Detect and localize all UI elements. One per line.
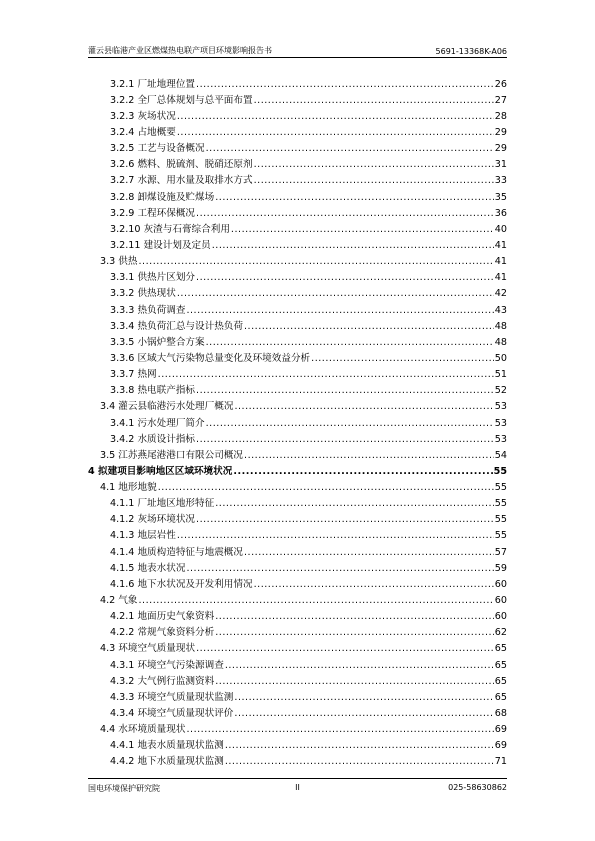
toc-dot-leader bbox=[196, 515, 494, 525]
toc-entry[interactable] bbox=[88, 105, 507, 121]
toc-entry-title: 4.2 气象 bbox=[100, 595, 138, 607]
toc-entry-page: 50 bbox=[494, 352, 507, 364]
toc-entry[interactable] bbox=[88, 622, 507, 638]
toc-entry-page: 62 bbox=[494, 627, 507, 639]
page-header bbox=[88, 42, 507, 56]
toc-dot-leader bbox=[196, 435, 494, 445]
toc-dot-leader bbox=[212, 241, 494, 251]
toc-entry[interactable] bbox=[88, 380, 507, 396]
toc-entry-page: 42 bbox=[494, 288, 507, 300]
toc-entry-title: 3.3.7 热网 bbox=[110, 369, 157, 381]
toc-dot-leader bbox=[186, 564, 493, 574]
toc-entry-page: 55 bbox=[494, 482, 507, 494]
toc-entry[interactable] bbox=[88, 702, 507, 718]
toc-dot-leader bbox=[215, 193, 494, 203]
toc-entry[interactable] bbox=[88, 751, 507, 767]
toc-dot-leader bbox=[177, 128, 494, 138]
toc-dot-leader bbox=[225, 741, 494, 751]
toc-entry-page: 60 bbox=[494, 578, 507, 590]
toc-entry[interactable] bbox=[88, 686, 507, 702]
toc-entry-page: 59 bbox=[494, 562, 507, 574]
toc-entry-title: 3.3.8 热电联产指标 bbox=[110, 385, 196, 397]
toc-entry-title: 3.3.6 区域大气污染物总量变化及环境效益分析 bbox=[110, 352, 311, 364]
toc-entry-title: 3.2.7 水源、用水量及取排水方式 bbox=[110, 175, 253, 187]
toc-entry-page: 65 bbox=[494, 691, 507, 703]
document-code: 5691-13368K-A06 bbox=[435, 47, 507, 56]
toc-entry[interactable] bbox=[88, 234, 507, 250]
toc-dot-leader bbox=[254, 96, 494, 106]
toc-entry[interactable] bbox=[88, 121, 507, 137]
toc-entry-page: 55 bbox=[494, 514, 507, 526]
footer-organization: 国电环境保护研究院 bbox=[88, 784, 160, 793]
toc-entry[interactable] bbox=[88, 444, 507, 460]
toc-entry-page: 29 bbox=[494, 126, 507, 138]
toc-entry-title: 3.4.2 水质设计指标 bbox=[110, 433, 196, 445]
toc-dot-leader bbox=[196, 80, 494, 90]
toc-entry[interactable] bbox=[88, 218, 507, 234]
toc-entry-page: 69 bbox=[494, 724, 507, 736]
toc-entry-title: 3.4.1 污水处理厂简介 bbox=[110, 417, 205, 429]
toc-entry-title: 3.3.2 供热现状 bbox=[110, 288, 176, 300]
toc-entry[interactable] bbox=[88, 331, 507, 347]
toc-dot-leader bbox=[254, 160, 494, 170]
toc-entry-title: 4.2.1 地面历史气象资料 bbox=[110, 611, 215, 623]
toc-dot-leader bbox=[254, 580, 494, 590]
toc-entry[interactable] bbox=[88, 412, 507, 428]
toc-entry[interactable] bbox=[88, 541, 507, 557]
toc-entry-title: 3.2.3 灰场状况 bbox=[110, 110, 176, 122]
toc-entry-page: 69 bbox=[494, 740, 507, 752]
toc-dot-leader bbox=[186, 725, 493, 735]
toc-entry[interactable] bbox=[88, 557, 507, 573]
toc-dot-leader bbox=[244, 548, 494, 558]
footer-rule bbox=[88, 778, 507, 779]
toc-entry-title: 3.2.5 工艺与设备概况 bbox=[110, 143, 205, 155]
toc-entry[interactable] bbox=[88, 170, 507, 186]
header-rule bbox=[88, 57, 507, 58]
toc-entry[interactable] bbox=[88, 73, 507, 89]
toc-entry-title: 4.3.3 环境空气质量现状监测 bbox=[110, 691, 234, 703]
toc-dot-leader bbox=[158, 370, 494, 380]
toc-entry-page: 53 bbox=[494, 401, 507, 413]
toc-entry-page: 65 bbox=[494, 675, 507, 687]
toc-dot-leader bbox=[233, 467, 492, 477]
toc-dot-leader bbox=[196, 209, 494, 219]
toc-entry-title: 3.2.8 卸煤设施及贮煤场 bbox=[110, 191, 215, 203]
document-title: 灌云县临港产业区燃煤热电联产项目环境影响报告书 bbox=[88, 46, 272, 55]
toc-entry-title: 4.1.2 灰场环境状况 bbox=[110, 514, 196, 526]
toc-dot-leader bbox=[311, 354, 494, 364]
toc-entry[interactable] bbox=[88, 590, 507, 606]
toc-entry[interactable] bbox=[88, 719, 507, 735]
toc-dot-leader bbox=[196, 273, 494, 283]
toc-entry-title: 3.4 灌云县临港污水处理厂概况 bbox=[100, 401, 234, 413]
toc-entry[interactable] bbox=[88, 606, 507, 622]
toc-dot-leader bbox=[234, 709, 493, 719]
toc-dot-leader bbox=[158, 483, 494, 493]
toc-entry-page: 33 bbox=[494, 175, 507, 187]
toc-dot-leader bbox=[215, 612, 494, 622]
toc-entry[interactable] bbox=[88, 347, 507, 363]
toc-entry-page: 65 bbox=[494, 643, 507, 655]
toc-entry[interactable] bbox=[88, 89, 507, 105]
toc-entry-page: 40 bbox=[494, 223, 507, 235]
toc-dot-leader bbox=[215, 628, 494, 638]
toc-entry-page: 68 bbox=[494, 708, 507, 720]
toc-entry[interactable] bbox=[88, 525, 507, 541]
toc-entry[interactable] bbox=[88, 364, 507, 380]
toc-entry[interactable] bbox=[88, 509, 507, 525]
toc-entry-page: 54 bbox=[494, 449, 507, 461]
toc-entry-page: 48 bbox=[494, 336, 507, 348]
toc-entry-page: 43 bbox=[494, 304, 507, 316]
toc-entry-title: 4.1.3 地层岩性 bbox=[110, 530, 176, 542]
toc-entry-title: 4.1.6 地下水状况及开发利用情况 bbox=[110, 578, 253, 590]
toc-dot-leader bbox=[206, 338, 494, 348]
toc-entry[interactable] bbox=[88, 396, 507, 412]
toc-entry[interactable] bbox=[88, 428, 507, 444]
toc-entry-title: 3.2.10 灰渣与石膏综合利用 bbox=[110, 223, 230, 235]
toc-dot-leader bbox=[254, 176, 494, 186]
toc-entry-page: 41 bbox=[494, 256, 507, 268]
toc-dot-leader bbox=[196, 386, 494, 396]
toc-entry-page: 35 bbox=[494, 191, 507, 203]
toc-dot-leader bbox=[234, 402, 493, 412]
toc-entry[interactable] bbox=[88, 186, 507, 202]
toc-entry[interactable] bbox=[88, 283, 507, 299]
toc-entry-title: 3.2.6 燃料、脱硫剂、脱硝还原剂 bbox=[110, 159, 253, 171]
toc-entry-page: 55 bbox=[494, 498, 507, 510]
footer-phone: 025-58630862 bbox=[448, 783, 507, 792]
toc-entry[interactable] bbox=[88, 654, 507, 670]
toc-entry-title: 3.2.4 占地概要 bbox=[110, 126, 176, 138]
table-of-contents bbox=[88, 73, 507, 767]
toc-entry-title: 4.4.2 地下水质量现状监测 bbox=[110, 756, 224, 768]
toc-entry[interactable] bbox=[88, 735, 507, 751]
toc-dot-leader bbox=[206, 144, 494, 154]
toc-entry-page: 51 bbox=[494, 369, 507, 381]
toc-dot-leader bbox=[177, 289, 494, 299]
toc-dot-leader bbox=[139, 596, 494, 606]
toc-entry-title: 3.3.5 小锅炉整合方案 bbox=[110, 336, 205, 348]
toc-dot-leader bbox=[186, 306, 493, 316]
toc-entry-title: 4.2.2 常规气象资料分析 bbox=[110, 627, 215, 639]
toc-entry-page: 55 bbox=[494, 530, 507, 542]
toc-dot-leader bbox=[231, 225, 494, 235]
toc-dot-leader bbox=[177, 531, 494, 541]
toc-entry[interactable] bbox=[88, 573, 507, 589]
toc-entry-page: 52 bbox=[494, 385, 507, 397]
toc-dot-leader bbox=[206, 419, 494, 429]
toc-entry-title: 3.3.4 热负荷汇总与设计热负荷 bbox=[110, 320, 243, 332]
toc-entry-page: 27 bbox=[494, 94, 507, 106]
toc-entry-page: 29 bbox=[494, 143, 507, 155]
toc-entry-page: 71 bbox=[494, 756, 507, 768]
toc-entry-page: 53 bbox=[494, 433, 507, 445]
toc-dot-leader bbox=[196, 644, 494, 654]
toc-entry[interactable] bbox=[88, 202, 507, 218]
toc-entry[interactable] bbox=[88, 299, 507, 315]
toc-entry-page: 65 bbox=[494, 659, 507, 671]
toc-entry-title: 4.1.4 地质构造特征与地震概况 bbox=[110, 546, 243, 558]
toc-entry-title: 3.2.2 全厂总体规划与总平面布置 bbox=[110, 94, 253, 106]
toc-entry[interactable] bbox=[88, 493, 507, 509]
toc-entry-title: 4.1.1 厂址地区地形特征 bbox=[110, 498, 215, 510]
toc-entry-title: 3.5 江苏燕尾港港口有限公司概况 bbox=[100, 449, 244, 461]
toc-entry-title: 4.1.5 地表水状况 bbox=[110, 562, 186, 574]
toc-entry-title: 3.2.11 建设计划及定员 bbox=[110, 239, 211, 251]
toc-entry-page: 36 bbox=[494, 207, 507, 219]
toc-entry-title: 3.3 供热 bbox=[100, 256, 138, 268]
toc-entry-page: 41 bbox=[494, 272, 507, 284]
page-footer bbox=[88, 783, 507, 794]
toc-entry[interactable] bbox=[88, 477, 507, 493]
toc-entry[interactable] bbox=[88, 267, 507, 283]
toc-entry-title: 4 拟建项目影响地区区域环境状况 bbox=[88, 465, 233, 477]
toc-dot-leader bbox=[244, 451, 494, 461]
toc-entry-title: 3.3.3 热负荷调查 bbox=[110, 304, 186, 316]
toc-entry-page: 41 bbox=[494, 239, 507, 251]
toc-entry-page: 53 bbox=[494, 417, 507, 429]
toc-entry-title: 4.4 水环境质量现状 bbox=[100, 724, 186, 736]
toc-dot-leader bbox=[215, 677, 494, 687]
toc-entry[interactable] bbox=[88, 154, 507, 170]
toc-entry-page: 57 bbox=[494, 546, 507, 558]
toc-entry-title: 4.4.1 地表水质量现状监测 bbox=[110, 740, 224, 752]
toc-dot-leader bbox=[177, 112, 494, 122]
toc-entry[interactable] bbox=[88, 315, 507, 331]
toc-entry-page: 26 bbox=[494, 78, 507, 90]
page-number: II bbox=[295, 783, 300, 792]
toc-dot-leader bbox=[215, 499, 494, 509]
toc-dot-leader bbox=[244, 322, 494, 332]
toc-entry-page: 31 bbox=[494, 159, 507, 171]
toc-entry[interactable] bbox=[88, 670, 507, 686]
toc-entry-title: 3.2.1 厂址地理位置 bbox=[110, 78, 196, 90]
toc-entry-title: 3.2.9 工程环保概况 bbox=[110, 207, 196, 219]
toc-entry-page: 48 bbox=[494, 320, 507, 332]
toc-entry-title: 4.3.1 环境空气污染源调查 bbox=[110, 659, 224, 671]
toc-entry-page: 60 bbox=[494, 595, 507, 607]
toc-dot-leader bbox=[139, 257, 494, 267]
toc-entry-title: 4.3 环境空气质量现状 bbox=[100, 643, 196, 655]
toc-entry-title: 4.3.2 大气例行监测资料 bbox=[110, 675, 215, 687]
toc-entry-page: 60 bbox=[494, 611, 507, 623]
toc-dot-leader bbox=[225, 757, 494, 767]
toc-entry[interactable] bbox=[88, 638, 507, 654]
toc-entry-title: 4.1 地形地貌 bbox=[100, 482, 157, 494]
toc-dot-leader bbox=[234, 693, 493, 703]
toc-entry-title: 3.3.1 供热片区划分 bbox=[110, 272, 196, 284]
toc-entry-title: 4.3.4 环境空气质量现状评价 bbox=[110, 708, 234, 720]
toc-entry[interactable] bbox=[88, 460, 507, 476]
toc-entry-page: 55 bbox=[493, 465, 507, 477]
toc-entry-page: 28 bbox=[494, 110, 507, 122]
toc-dot-leader bbox=[225, 661, 494, 671]
toc-entry[interactable] bbox=[88, 138, 507, 154]
toc-entry[interactable] bbox=[88, 251, 507, 267]
